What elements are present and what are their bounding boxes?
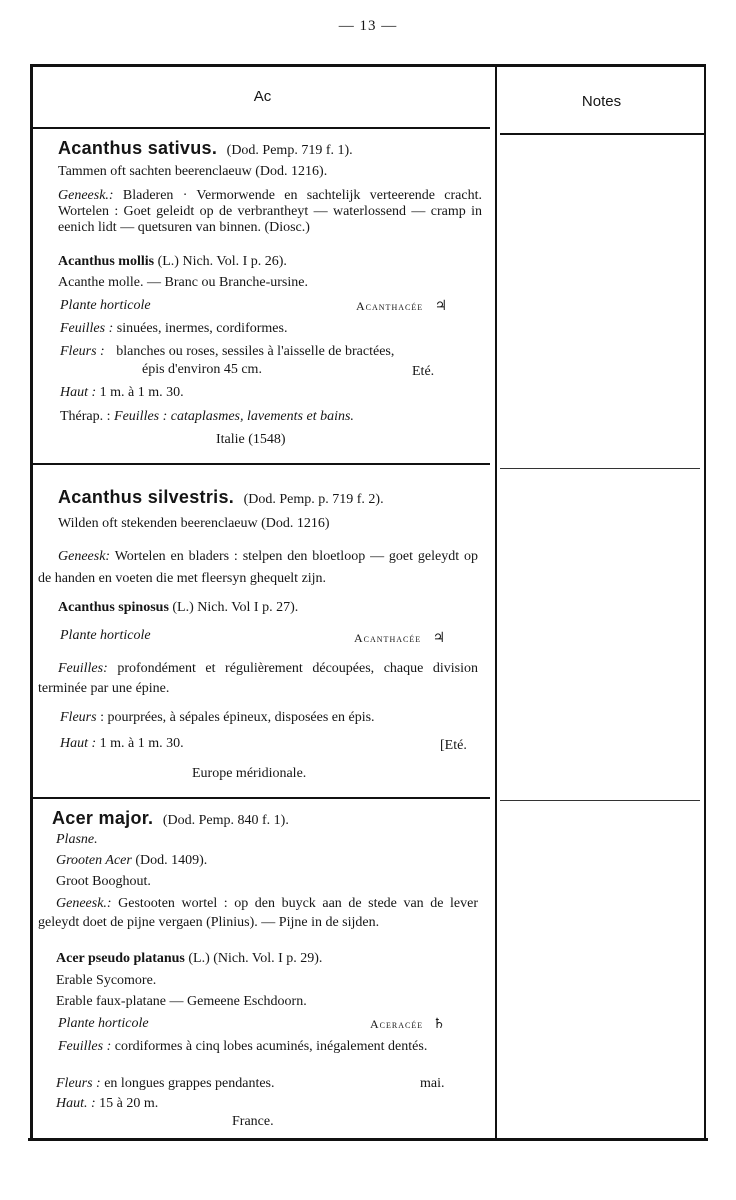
latin-name: Acer pseudo platanus [56, 951, 185, 966]
family-line [370, 1016, 445, 1033]
fleurs-text: en longues grappes pendantes. [104, 1076, 275, 1091]
height-line [56, 1096, 158, 1112]
height-label: Haut : [60, 736, 97, 751]
grooten-label: Grooten Acer [56, 853, 132, 868]
latin-ref: (L.) (Nich. Vol. I p. 29). [188, 951, 323, 966]
latin-name-line [58, 254, 287, 270]
page-number: — 13 — [338, 18, 398, 34]
dutch-name: Tammen oft sachten beerenclaeuw (Dod. 1216). [58, 164, 328, 179]
height-label: Haut : [60, 385, 97, 400]
geneesk-paragraph [38, 546, 478, 590]
origin: Italie (1548) [216, 432, 286, 447]
height-text: 15 à 20 m. [99, 1096, 159, 1111]
entry-title: Acanthus silvestris. [58, 487, 235, 507]
season: Eté. [412, 364, 435, 379]
geneesk-label: Geneesk.: [56, 896, 112, 911]
entry-title-line [58, 487, 384, 508]
geneesk-text: Gestooten wortel : op den buyck aan de stede van de lever geleydt doet de pijne vergaen (Plinius). — Pijne in de sijden. [38, 896, 478, 930]
height-line [60, 736, 184, 752]
entry-title: Acanthus sativus. [58, 138, 218, 158]
entry-title-line [52, 808, 289, 829]
geneesk-label: Geneesk.: [58, 188, 114, 203]
geneesk-text: Wortelen en bladers : stelpen den bloetloop — goet geleydt op de handen en voeten die met fleersyn ghequelt zijn. [38, 549, 478, 586]
season: [Eté. [440, 738, 467, 753]
tree-symbol-icon: ♄ [432, 1017, 446, 1032]
entry-title-ref: (Dod. Pemp. 840 f. 1). [162, 813, 289, 828]
entry-title-line [58, 138, 353, 159]
perennial-symbol-icon: ♃ [434, 299, 448, 314]
fleurs-text-continued: épis d'environ 45 cm. [142, 362, 262, 377]
notes-header-rule [500, 133, 704, 135]
height-text: 1 m. à 1 m. 30. [99, 736, 184, 751]
geneesk-paragraph [58, 188, 482, 236]
column-header-ac: Ac [253, 88, 272, 105]
column-divider [495, 64, 497, 1140]
fleurs-line [60, 344, 394, 360]
season: mai. [420, 1076, 445, 1091]
feuilles-text: cordiformes à cinq lobes acuminés, inégalement dentés. [114, 1039, 428, 1054]
fleurs-label: Fleurs [60, 710, 97, 725]
groot-booghout: Groot Booghout. [56, 874, 151, 889]
family-line [356, 298, 447, 315]
column-header-notes: Notes [581, 93, 622, 110]
fleurs-label: Fleurs : [56, 1076, 101, 1091]
feuilles-paragraph [38, 1037, 478, 1056]
feuilles-paragraph [38, 659, 478, 699]
plant-type: Plante horticole [60, 628, 151, 643]
notes-separator [500, 800, 700, 801]
latin-name: Acanthus mollis [58, 254, 155, 269]
feuilles-text: profondément et régulièrement découpées, chaque division terminée par une épine. [38, 661, 479, 696]
therap-text: Feuilles : cataplasmes, lavements et bains. [114, 409, 354, 424]
family-name: Acanthacée [356, 299, 424, 313]
latin-ref: (L.) Nich. Vol I p. 27). [172, 600, 299, 615]
latin-name-line [56, 951, 322, 967]
feuilles-label: Feuilles : [60, 321, 114, 336]
fleurs-line [56, 1076, 275, 1092]
height-line [60, 385, 184, 401]
french-name-1: Erable Sycomore. [56, 973, 157, 988]
height-label: Haut. : [56, 1096, 96, 1111]
geneesk-text: Bladeren · Vermorwende en sachtelijk verteerende cracht. Wortelen : Goet geleidt op de verbrantheyt — waterlossend — cramp in eenich lidt — quetsuren van binnen. (Diosc.) [58, 188, 483, 235]
grooten-ref: (Dod. 1409). [135, 853, 208, 868]
fleurs-text: : pourprées, à sépales épineux, disposées en épis. [100, 710, 375, 725]
fleurs-line [60, 710, 375, 726]
origin: Europe méridionale. [192, 766, 307, 781]
family-line [354, 630, 445, 647]
plant-type: Plante horticole [58, 1016, 149, 1031]
geneesk-paragraph [38, 894, 478, 932]
bottom-rule [28, 1138, 708, 1141]
entry-title-ref: (Dod. Pemp. p. 719 f. 2). [243, 492, 384, 507]
therap-label: Thérap. : [60, 409, 111, 424]
entry-separator [32, 463, 490, 465]
therap-line [60, 409, 354, 425]
plasne: Plasne. [56, 832, 98, 847]
feuilles-label: Feuilles: [58, 661, 108, 676]
plant-type: Plante horticole [60, 298, 151, 313]
entry-separator [32, 797, 490, 799]
feuilles-label: Feuilles : [58, 1039, 112, 1054]
origin: France. [232, 1114, 274, 1129]
latin-ref: (L.) Nich. Vol. I p. 26). [157, 254, 287, 269]
header-rule [32, 127, 490, 129]
french-names: Acanthe molle. — Branc ou Branche-ursine. [58, 275, 308, 290]
entry-title-ref: (Dod. Pemp. 719 f. 1). [226, 143, 353, 158]
notes-separator [500, 468, 700, 469]
latin-name-line [58, 600, 298, 616]
feuilles-line [60, 321, 287, 337]
geneesk-label: Geneesk: [58, 549, 111, 564]
height-text: 1 m. à 1 m. 30. [99, 385, 184, 400]
fleurs-label: Fleurs : [60, 344, 105, 359]
latin-name: Acanthus spinosus [58, 600, 169, 615]
french-name-2: Erable faux-platane — Gemeene Eschdoorn. [56, 994, 307, 1009]
family-name: Acanthacée [354, 631, 422, 645]
family-name: Aceracée [370, 1017, 424, 1031]
feuilles-text: sinuées, inermes, cordiformes. [116, 321, 288, 336]
entry-title: Acer major. [52, 808, 154, 828]
dutch-name: Wilden oft stekenden beerenclaeuw (Dod. 1216) [58, 516, 330, 531]
perennial-symbol-icon: ♃ [432, 631, 446, 646]
grooten-line [56, 853, 207, 869]
fleurs-text: blanches ou roses, sessiles à l'aisselle de bractées, [116, 344, 395, 359]
